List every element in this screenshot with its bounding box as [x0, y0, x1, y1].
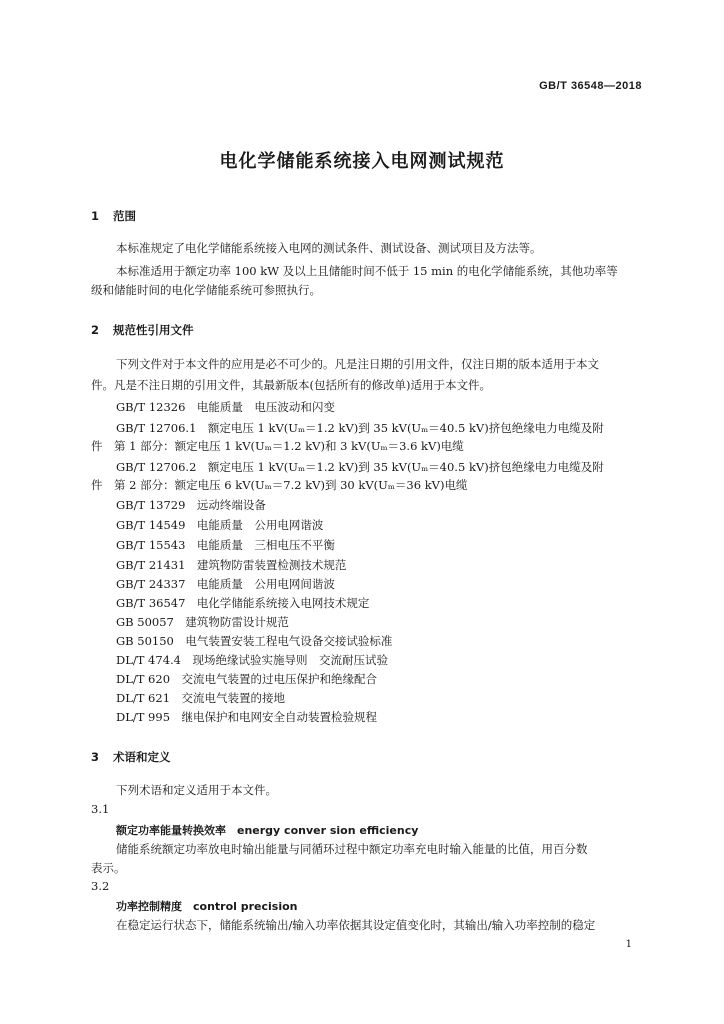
reference-item: GB/T 12706.2 额定电压 1 kV(Uₘ＝1.2 kV)到 35 kV(Uₘ＝40.5 kV)挤包绝缘电力电缆及附	[116, 460, 604, 474]
term-number: 3.2	[91, 879, 110, 893]
reference-item: 件 第 1 部分：额定电压 1 kV(Uₘ＝1.2 kV)和 3 kV(Uₘ＝3.6 kV)电缆	[91, 439, 464, 453]
reference-item: GB/T 12326 电能质量 电压波动和闪变	[116, 400, 335, 414]
term-definition: 储能系统额定功率放电时输出能量与同循环过程中额定功率充电时输入能量的比值，用百分数	[116, 842, 588, 856]
section-number: 2	[91, 323, 100, 337]
reference-item: DL/T 621 交流电气装置的接地	[116, 691, 286, 705]
section-2-heading	[91, 322, 194, 338]
section-number: 1	[91, 209, 100, 223]
reference-item: DL/T 474.4 现场绝缘试验实施导则 交流耐压试验	[116, 653, 388, 667]
document-title: 电化学储能系统接入电网测试规范	[219, 151, 505, 172]
reference-item: GB/T 13729 远动终端设备	[116, 498, 266, 512]
reference-item: 件 第 2 部分：额定电压 6 kV(Uₘ＝7.2 kV)到 30 kV(Uₘ＝36 kV)电缆	[91, 478, 468, 492]
paragraph: 下列术语和定义适用于本文件。	[116, 783, 277, 797]
term-name: 功率控制精度 control precision	[116, 900, 298, 913]
reference-item: GB/T 12706.1 额定电压 1 kV(Uₘ＝1.2 kV)到 35 kV(Uₘ＝40.5 kV)挤包绝缘电力电缆及附	[116, 421, 604, 435]
paragraph: 本标准规定了电化学储能系统接入电网的测试条件、测试设备、测试项目及方法等。	[116, 241, 542, 255]
term-number: 3.1	[91, 802, 110, 816]
section-title: 术语和定义	[113, 750, 171, 764]
term-definition: 表示。	[91, 861, 126, 875]
section-3-heading	[91, 749, 171, 765]
reference-item: DL/T 995 继电保护和电网安全自动装置检验规程	[116, 710, 378, 724]
reference-item: GB/T 36547 电化学储能系统接入电网技术规定	[116, 596, 370, 610]
paragraph: 本标准适用于额定功率 100 kW 及以上且储能时间不低于 15 min 的电化学储能系统，其他功率等	[116, 264, 618, 278]
standard-code: GB/T 36548—2018	[539, 80, 642, 92]
reference-item: GB 50150 电气装置安装工程电气设备交接试验标准	[116, 634, 393, 648]
reference-item: GB/T 15543 电能质量 三相电压不平衡	[116, 538, 335, 552]
term-name: 额定功率能量转换效率 energy conver sion efficiency	[116, 824, 419, 837]
reference-item: DL/T 620 交流电气装置的过电压保护和绝缘配合	[116, 672, 378, 686]
reference-item: GB 50057 建筑物防雷设计规范	[116, 615, 289, 629]
section-title: 范围	[113, 209, 136, 223]
reference-item: GB/T 24337 电能质量 公用电网间谐波	[116, 577, 335, 591]
section-1-heading	[91, 208, 136, 224]
paragraph: 级和储能时间的电化学储能系统可参照执行。	[91, 283, 321, 297]
term-definition: 在稳定运行状态下，储能系统输出/输入功率依据其设定值变化时，其输出/输入功率控制的稳定	[116, 918, 596, 932]
paragraph: 下列文件对于本文件的应用是必不可少的。凡是注日期的引用文件，仅注日期的版本适用于本文	[116, 357, 599, 371]
page-number: 1	[625, 939, 632, 950]
section-number: 3	[91, 750, 100, 764]
section-title: 规范性引用文件	[113, 323, 194, 337]
paragraph: 件。凡是不注日期的引用文件，其最新版本(包括所有的修改单)适用于本文件。	[91, 378, 491, 392]
reference-item: GB/T 21431 建筑物防雷装置检测技术规范	[116, 558, 347, 572]
reference-item: GB/T 14549 电能质量 公用电网谐波	[116, 518, 324, 532]
